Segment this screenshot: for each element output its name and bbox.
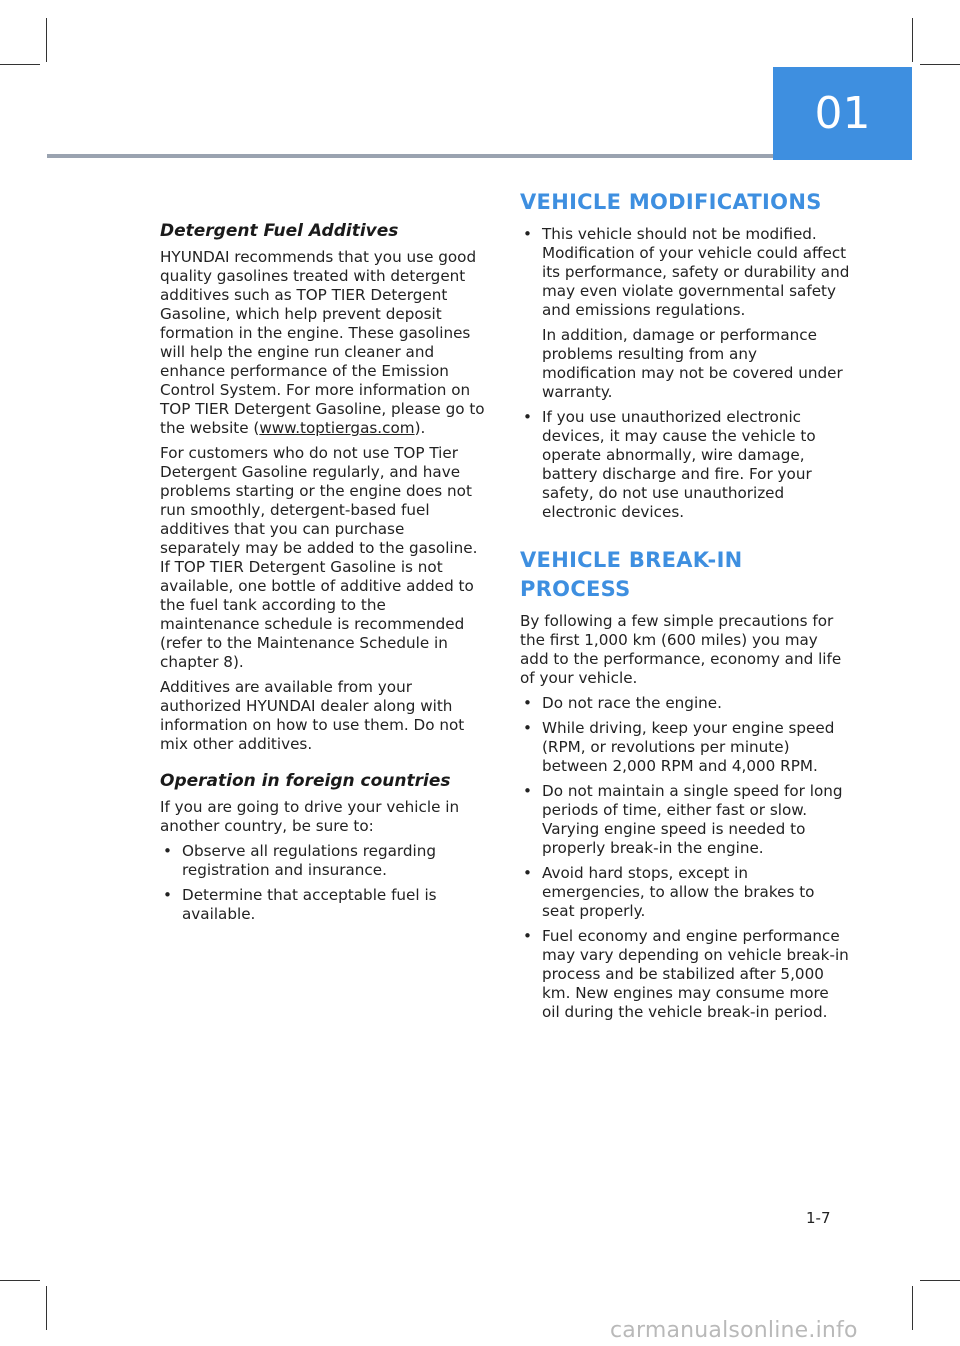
list-item: • Determine that acceptable fuel is available. <box>160 886 487 924</box>
modifications-list-2 <box>520 408 850 522</box>
crop-mark <box>912 1286 913 1330</box>
page-number: 1-7 <box>806 1209 831 1227</box>
foreign-intro: If you are going to drive your vehicle in another country, be sure to: <box>160 798 460 835</box>
modifications-continued: In addition, damage or performance problems resulting from any modification may not be covered under warranty. <box>542 326 843 401</box>
modifications-heading: VEHICLE MODIFICATIONS <box>520 190 822 214</box>
crop-mark <box>920 1280 960 1281</box>
list-item: • Do not race the engine. <box>520 694 850 713</box>
crop-mark <box>920 64 960 65</box>
detergent-paragraph-2: For customers who do not use TOP Tier Detergent Gasoline regularly, and have problems starting or the engine does not run smoothly, detergent-based fuel additives that you can purchase separately may be added to the gasoline. If TOP TIER Detergent Gasoline is not available, one bottle of additive added to the fuel tank according to the maintenance schedule is recommended (refer to the Maintenance Schedule in chapter 8). <box>160 444 478 671</box>
foreign-heading: Operation in foreign countries <box>160 771 451 791</box>
crop-mark <box>46 18 47 62</box>
detergent-p1-text: HYUNDAI recommends that you use good quality gasolines treated with detergent additives such as TOP TIER Detergent Gasoline, which help prevent deposit formation in the engine. These gasolines will help the engine run cleaner and enhance performance of the Emission Control System. For more information on TOP TIER Detergent Gasoline, please go to the website ( <box>160 248 485 437</box>
header-rule <box>47 154 773 158</box>
detergent-paragraph-3: Additives are available from your authorized HYUNDAI dealer along with information on how to use them. Do not mix other additives. <box>160 678 465 753</box>
list-item: • Observe all regulations regarding registration and insurance. <box>160 842 487 880</box>
detergent-heading: Detergent Fuel Additives <box>160 221 399 241</box>
list-item: • While driving, keep your engine speed (RPM, or revolutions per minute) between 2,000 RPM and 4,000 RPM. <box>520 719 850 776</box>
breakin-heading: VEHICLE BREAK-IN PROCESS <box>520 548 743 601</box>
list-item: • If you use unauthorized electronic devices, it may cause the vehicle to operate abnormally, wire damage, battery discharge and fire. For your safety, do not use unauthorized electronic devices. <box>520 408 850 522</box>
modifications-list <box>520 225 850 320</box>
crop-mark <box>0 1280 40 1281</box>
detergent-p1-tail: ). <box>414 419 426 437</box>
toptiergas-link[interactable]: www.toptiergas.com <box>259 419 415 437</box>
list-item: • This vehicle should not be modified. Modification of your vehicle could affect its performance, safety or durability and may even violate governmental safety and emissions regulations. <box>520 225 850 320</box>
right-column <box>520 188 850 1028</box>
detergent-paragraph-1 <box>160 248 487 438</box>
foreign-list <box>160 842 487 924</box>
crop-mark <box>46 1286 47 1330</box>
left-column <box>160 222 487 930</box>
list-item: • Avoid hard stops, except in emergencies, to allow the brakes to seat properly. <box>520 864 850 921</box>
breakin-list <box>520 694 850 1022</box>
breakin-intro: By following a few simple precautions for the first 1,000 km (600 miles) you may add to the performance, economy and life of your vehicle. <box>520 612 842 687</box>
chapter-tab: 01 <box>773 67 912 160</box>
crop-mark <box>0 64 40 65</box>
crop-mark <box>912 18 913 62</box>
list-item: • Do not maintain a single speed for long periods of time, either fast or slow. Varying engine speed is needed to properly break-in the engine. <box>520 782 850 858</box>
watermark: carmanualsonline.info <box>610 1318 858 1343</box>
list-item: • Fuel economy and engine performance may vary depending on vehicle break-in process and be stabilized after 5,000 km. New engines may consume more oil during the vehicle break-in period. <box>520 927 850 1022</box>
